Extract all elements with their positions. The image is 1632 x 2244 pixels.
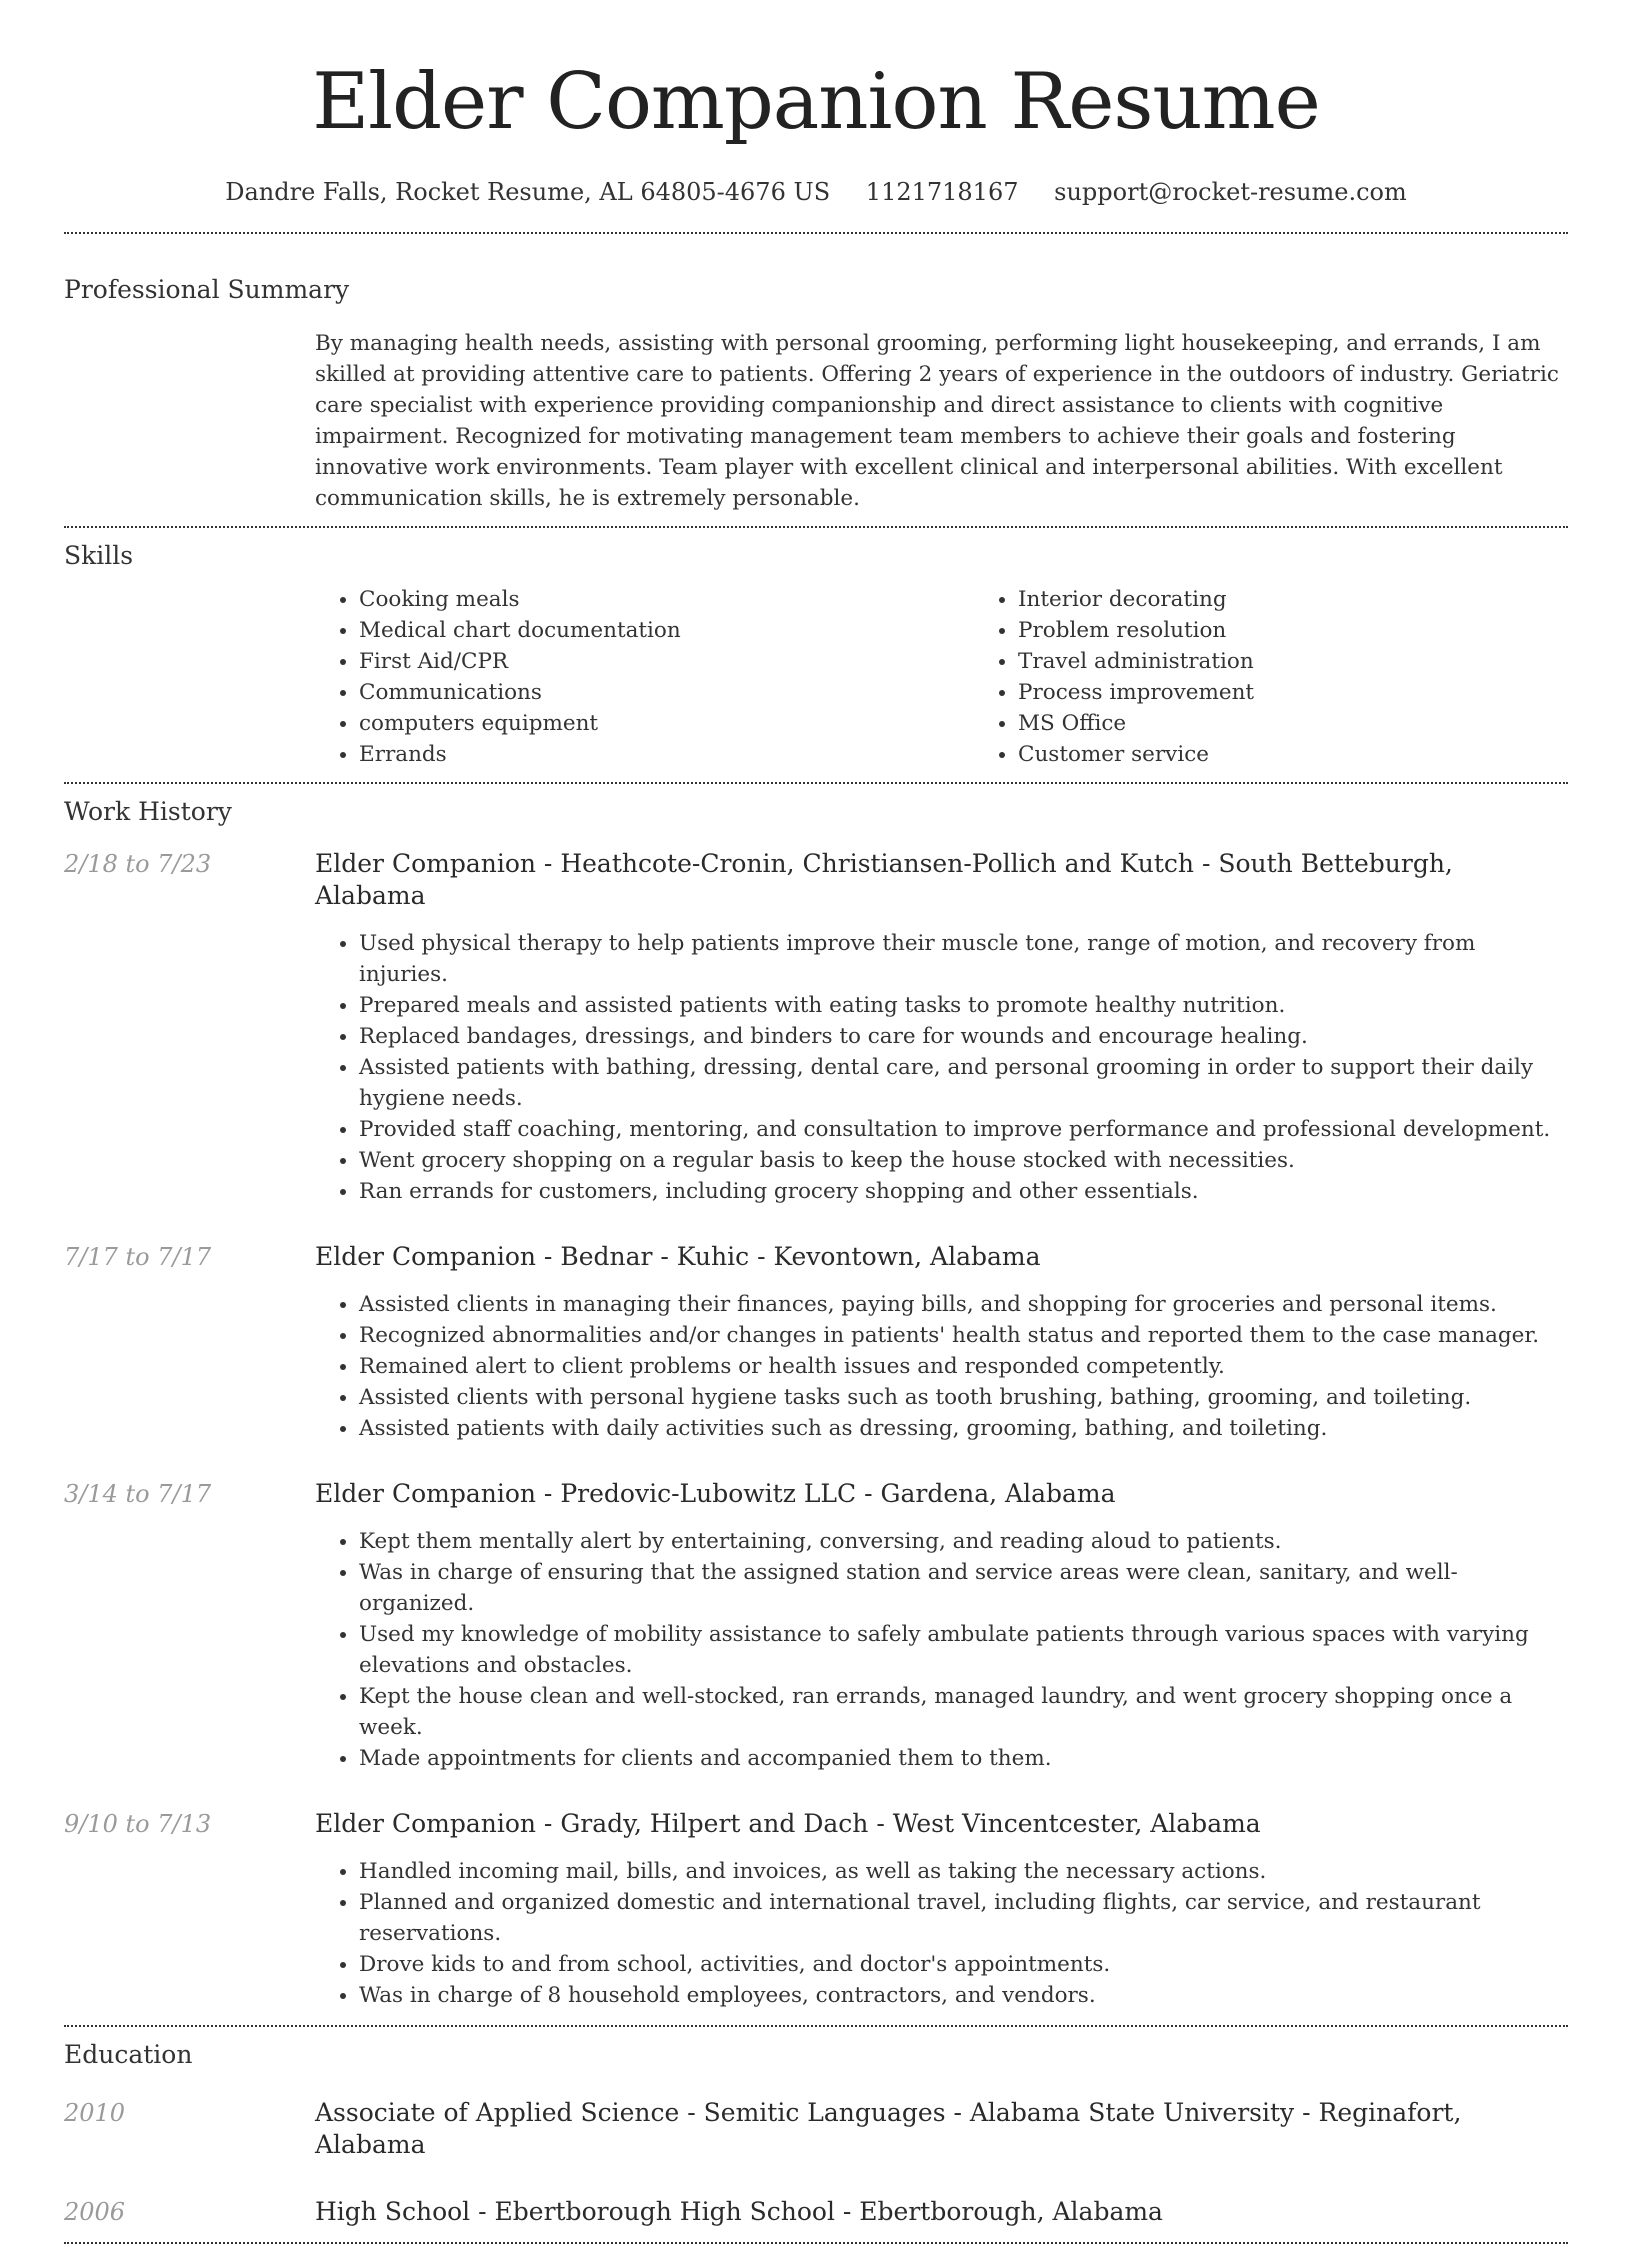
skill-item: • Travel administration [1018, 646, 1632, 677]
job-bullet: • Provided staff coaching, mentoring, and consultation to improve performance and professional development. [359, 1114, 1568, 1145]
job-bullet: • Handled incoming mail, bills, and invoices, as well as taking the necessary actions. [359, 1856, 1568, 1887]
job-dates: 3/14 to 7/17 [64, 1480, 212, 1508]
job-bullet: • Ran errands for customers, including grocery shopping and other essentials. [359, 1176, 1568, 1207]
contact-phone: 1121718167 [865, 178, 1019, 206]
job-bullet: • Made appointments for clients and accompanied them to them. [359, 1743, 1568, 1774]
skill-item: • Communications [359, 677, 974, 708]
skill-item: • MS Office [1018, 708, 1632, 739]
education-entry [64, 2097, 1568, 2161]
education-year: 2006 [64, 2198, 126, 2226]
job-bullet: • Was in charge of 8 household employees, contractors, and vendors. [359, 1980, 1568, 2011]
summary-text: By managing health needs, assisting with personal grooming, performing light housekeeping, and errands, I am skilled at providing attentive care to patients. Offering 2 years of experience in the outdoors of industry. Geriatric care specialist with experience providing companionship and direct assistance to clients with cognitive impairment. Recognized for motivating management team members to achieve their goals and fostering innovative work environments. Team player with excellent clinical and interpersonal abilities. With excellent communication skills, he is extremely personable. [315, 331, 1559, 511]
job-bullet: • Assisted patients with bathing, dressing, dental care, and personal grooming in order to support their daily hygiene needs. [359, 1052, 1568, 1114]
job-bullet: • Prepared meals and assisted patients with eating tasks to promote healthy nutrition. [359, 990, 1568, 1021]
job-bullets [315, 1289, 1568, 1444]
job-dates: 2/18 to 7/23 [64, 850, 212, 878]
job-title: Elder Companion - Bednar - Kuhic - Kevontown, Alabama [315, 1242, 1041, 1271]
job-bullet: • Went grocery shopping on a regular basis to keep the house stocked with necessities. [359, 1145, 1568, 1176]
contact-line [64, 176, 1568, 208]
job-bullet: • Recognized abnormalities and/or changes in patients' health status and reported them to the case manager. [359, 1320, 1568, 1351]
education-entry [64, 2196, 1568, 2228]
education-title: Associate of Applied Science - Semitic Languages - Alabama State University - Reginafort, Alabama [315, 2098, 1462, 2159]
job-entry [64, 848, 1568, 1207]
skill-item: • Customer service [1018, 739, 1632, 770]
contact-email: support@rocket-resume.com [1054, 178, 1407, 206]
skill-item: • Medical chart documentation [359, 615, 974, 646]
job-bullet: • Planned and organized domestic and international travel, including flights, car service, and restaurant reservations. [359, 1887, 1568, 1949]
job-entry [64, 1478, 1568, 1774]
summary-section [64, 234, 1568, 514]
skills-list-right [974, 584, 1632, 770]
job-bullet: • Used physical therapy to help patients improve their muscle tone, range of motion, and recovery from injuries. [359, 928, 1568, 990]
education-year: 2010 [64, 2099, 126, 2127]
job-dates: 9/10 to 7/13 [64, 1810, 212, 1838]
work-history-section [64, 784, 1568, 2011]
job-title: Elder Companion - Predovic-Lubowitz LLC - Gardena, Alabama [315, 1479, 1116, 1508]
job-bullet: • Used my knowledge of mobility assistance to safely ambulate patients through various spaces with varying elevations and obstacles. [359, 1619, 1568, 1681]
resume-title: Elder Companion Resume [312, 57, 1320, 147]
skills-list-left [315, 584, 974, 770]
job-title: Elder Companion - Heathcote-Cronin, Christiansen-Pollich and Kutch - South Betteburgh, Alabama [315, 849, 1453, 910]
skills-section [64, 528, 1568, 770]
job-entry [64, 1241, 1568, 1444]
contact-address: Dandre Falls, Rocket Resume, AL 64805-4676 US [225, 178, 831, 206]
job-bullet: • Assisted patients with daily activities such as dressing, grooming, bathing, and toileting. [359, 1413, 1568, 1444]
job-bullet: • Kept them mentally alert by entertaining, conversing, and reading aloud to patients. [359, 1526, 1568, 1557]
section-heading-skills: Skills [64, 541, 134, 570]
skill-item: • computers equipment [359, 708, 974, 739]
section-heading-education: Education [64, 2040, 193, 2069]
job-bullet: • Assisted clients with personal hygiene tasks such as tooth brushing, bathing, grooming, and toileting. [359, 1382, 1568, 1413]
skill-item: • Errands [359, 739, 974, 770]
skill-item: • Process improvement [1018, 677, 1632, 708]
job-bullet: • Replaced bandages, dressings, and binders to care for wounds and encourage healing. [359, 1021, 1568, 1052]
education-title: High School - Ebertborough High School - Ebertborough, Alabama [315, 2197, 1163, 2226]
job-bullets [315, 928, 1568, 1207]
section-heading-summary: Professional Summary [64, 275, 350, 304]
skill-item: • Cooking meals [359, 584, 974, 615]
job-bullets [315, 1856, 1568, 2011]
job-bullet: • Assisted clients in managing their finances, paying bills, and shopping for groceries and personal items. [359, 1289, 1568, 1320]
education-section [64, 2027, 1568, 2228]
skill-item: • Problem resolution [1018, 615, 1632, 646]
job-dates: 7/17 to 7/17 [64, 1243, 212, 1271]
job-entry [64, 1808, 1568, 2011]
job-bullet: • Drove kids to and from school, activities, and doctor's appointments. [359, 1949, 1568, 1980]
job-title: Elder Companion - Grady, Hilpert and Dach - West Vincentcester, Alabama [315, 1809, 1261, 1838]
job-bullet: • Remained alert to client problems or health issues and responded competently. [359, 1351, 1568, 1382]
job-bullet: • Was in charge of ensuring that the assigned station and service areas were clean, sanitary, and well-organized. [359, 1557, 1568, 1619]
section-heading-work: Work History [64, 797, 232, 826]
job-bullets [315, 1526, 1568, 1774]
skill-item: • First Aid/CPR [359, 646, 974, 677]
skill-item: • Interior decorating [1018, 584, 1632, 615]
job-bullet: • Kept the house clean and well-stocked, ran errands, managed laundry, and went grocery shopping once a week. [359, 1681, 1568, 1743]
